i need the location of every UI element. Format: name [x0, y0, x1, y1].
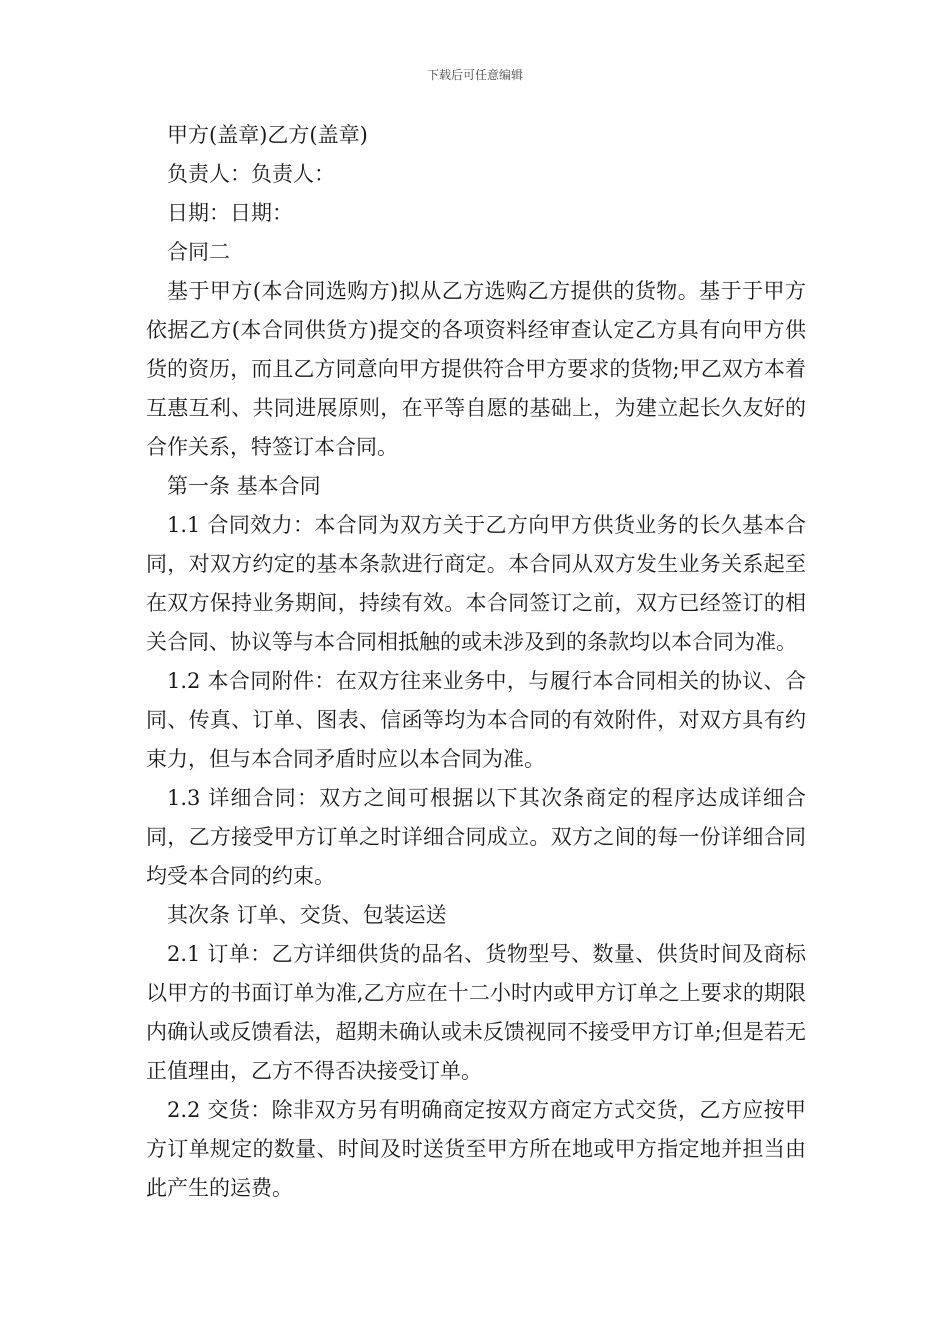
preamble-paragraph: 基于甲方(本合同选购方)拟从乙方选购乙方提供的货物。基于于甲方依据乙方(本合同供货方)提交的各项资料经审查认定乙方具有向甲方供货的资历，而且乙方同意向甲方提供符合甲方要求的货物;甲乙双方本着互惠互利、共同进展原则，在平等自愿的基础上，为建立起长久友好的合作关系，特签订本合同。 — [146, 279, 806, 459]
document-body — [146, 116, 806, 1208]
clause-1-2: 1.2 本合同附件：在双方往来业务中，与履行本合同相关的协议、合同、传真、订单、图表、信函等均为本合同的有效附件，对双方具有约束力，但与本合同矛盾时应以本合同为准。 — [146, 669, 806, 771]
clause-1-1: 1.1 合同效力：本合同为双方关于乙方向甲方供货业务的长久基本合同，对双方约定的基本条款进行商定。本合同从双方发生业务关系起至在双方保持业务期间，持续有效。本合同签订之前，双方已经签订的相关合同、协议等与本合同相抵触的或未涉及到的条款均以本合同为准。 — [146, 513, 806, 654]
signature-party-line: 甲方(盖章)乙方(盖章) — [167, 123, 368, 147]
page-header-note: 下载后可任意编辑 — [426, 68, 523, 82]
contract-title: 合同二 — [167, 240, 230, 264]
clause-1-3: 1.3 详细合同：双方之间可根据以下其次条商定的程序达成详细合同，乙方接受甲方订单之时详细合同成立。双方之间的每一份详细合同均受本合同的约束。 — [146, 786, 806, 888]
signature-responsible-line: 负责人：负责人： — [167, 162, 335, 186]
clause-2-2: 2.2 交货：除非双方另有明确商定按双方商定方式交货，乙方应按甲方订单规定的数量、时间及时送货至甲方所在地或甲方指定地并担当由此产生的运费。 — [146, 1098, 806, 1200]
signature-date-line: 日期：日期： — [167, 201, 293, 225]
article-2-heading: 其次条 订单、交货、包装运送 — [167, 903, 447, 927]
article-1-heading: 第一条 基本合同 — [167, 474, 321, 498]
clause-2-1: 2.1 订单：乙方详细供货的品名、货物型号、数量、供货时间及商标以甲方的书面订单为准,乙方应在十二小时内或甲方订单之上要求的期限内确认或反馈看法，超期未确认或未反馈视同不接受甲方订单;但是若无正值理由，乙方不得否决接受订单。 — [146, 942, 806, 1083]
